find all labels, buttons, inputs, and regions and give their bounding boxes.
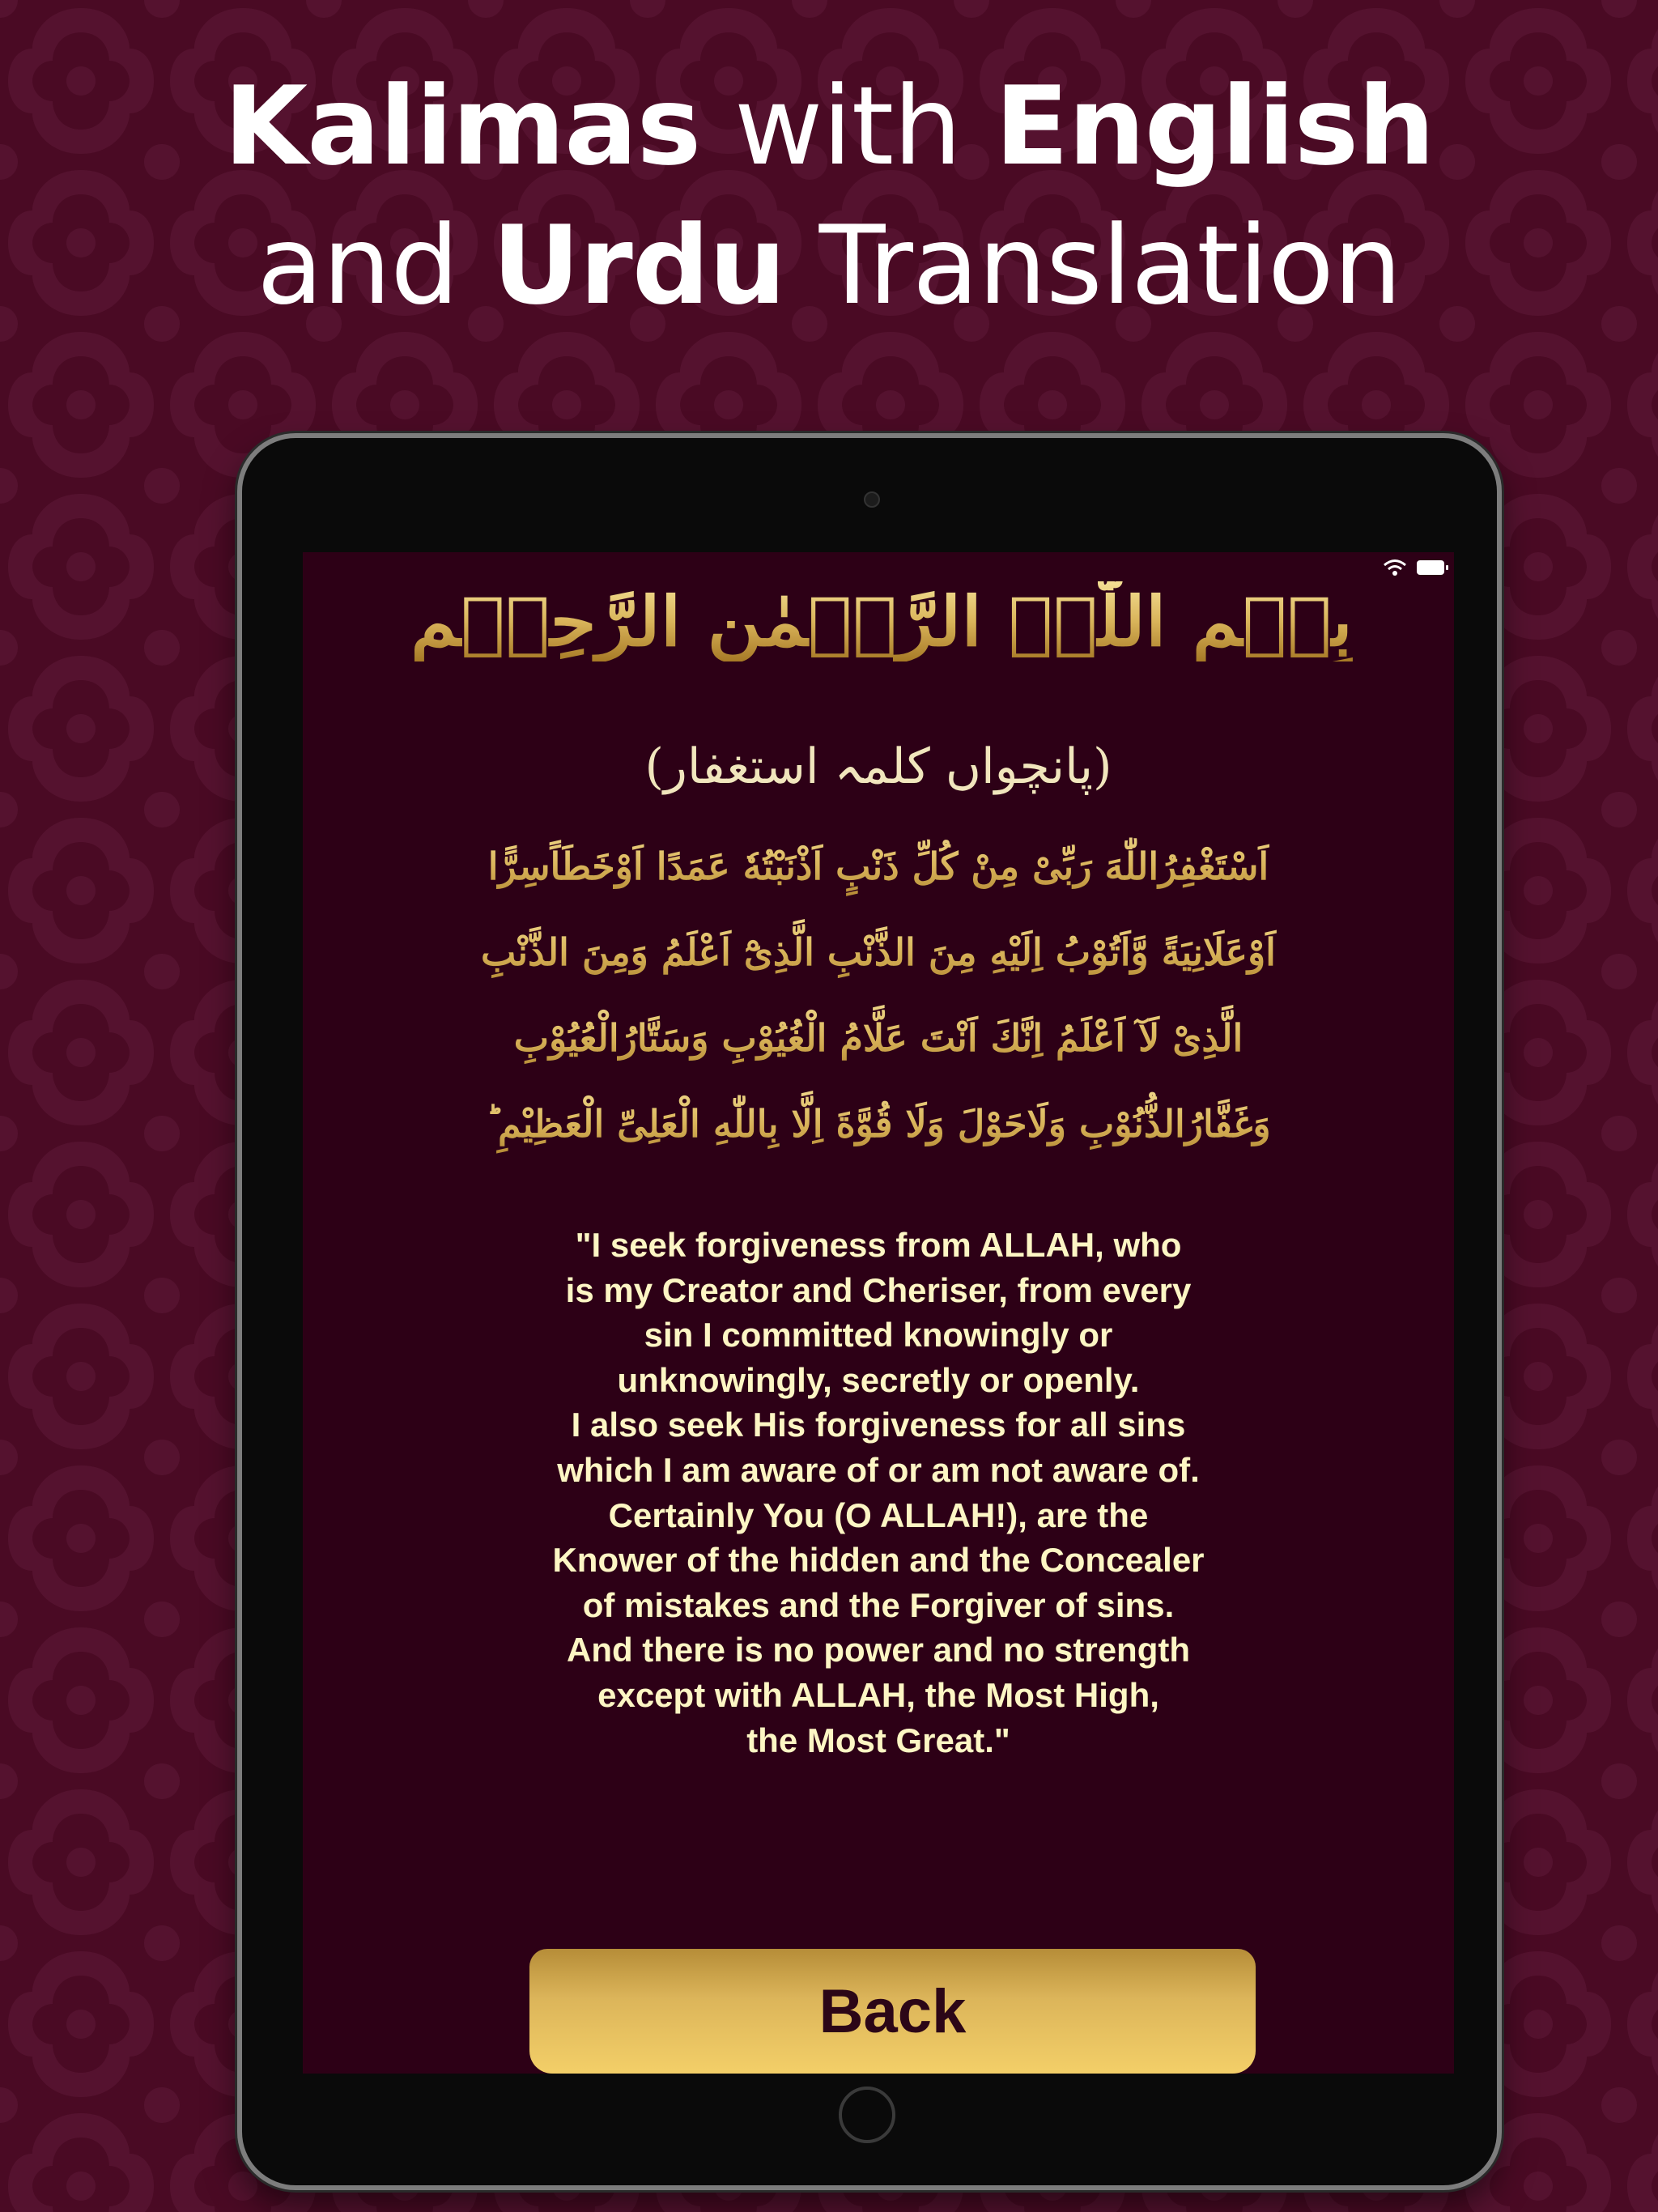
english-translation <box>400 1223 1357 1763</box>
kalima-title: (پانچواں کلمہ استغفار) <box>644 738 1112 795</box>
headline-line-2 <box>0 196 1658 335</box>
translation-line: And there is no power and no strength <box>566 1631 1191 1670</box>
arabic-line: الَّذِیْ لَآ اَعْلَمُ اِنَّكَ اَنْتَ عَلَّامُ الْغُيُوْبِ وَسَتَّارُالْعُيُوْبِ <box>424 995 1333 1081</box>
translation-line: "I seek forgiveness from ALLAH, who <box>575 1226 1182 1264</box>
tablet-camera <box>864 491 880 508</box>
promo-headline <box>0 57 1658 335</box>
status-bar <box>1383 559 1444 576</box>
translation-line: which I am aware of or am not aware of. <box>557 1450 1200 1489</box>
translation-line: Knower of the hidden and the Concealer <box>552 1541 1205 1580</box>
translation-line: except with ALLAH, the Most High, <box>597 1675 1159 1714</box>
arabic-line: اَسْتَغْفِرُاللّٰهَ رَبِّیْ مِنْ كُلِّ ذَنْبٍ اَذْنَبْتُهٗ عَمَدًا اَوْخَطَاًسِرًّا <box>424 823 1333 909</box>
translation-line: unknowingly, secretly or openly. <box>617 1360 1140 1399</box>
app-screen <box>303 552 1454 2074</box>
headline-line-1 <box>0 57 1658 196</box>
headline-word-and: and <box>257 202 492 329</box>
translation-line: is my Creator and Cheriser, from every <box>565 1270 1192 1309</box>
tablet-frame <box>237 433 1502 2190</box>
translation-line: sin I committed knowingly or <box>644 1316 1113 1355</box>
translation-line: I also seek His forgiveness for all sins <box>571 1406 1186 1444</box>
home-button[interactable] <box>839 2087 895 2143</box>
arabic-line: وَغَفَّارُالذُّنُوْبِ وَلَاحَوْلَ وَلَا قُوَّةَ اِلَّا بِاللّٰهِ الْعَلِیِّ الْعَظِيْمِ ؕ <box>424 1081 1333 1167</box>
back-button[interactable]: Back <box>529 1949 1256 2074</box>
headline-word-urdu: Urdu <box>491 202 786 329</box>
headline-word-kalimas: Kalimas <box>223 63 701 189</box>
translation-line: the Most Great." <box>746 1721 1010 1759</box>
translation-line: Certainly You (O ALLAH!), are the <box>608 1495 1149 1534</box>
bismillah-text: بِسۡمِ اللّٰہِ الرَّحۡمٰنِ الرَّحِیۡمِ <box>410 581 1353 661</box>
headline-word-translation: Translation <box>785 202 1401 329</box>
arabic-line: اَوْعَلَانِيَةً وَّاَتُوْبُ اِلَيْهِ مِنَ الذَّنْبِ الَّذِیْٓ اَعْلَمُ وَمِنَ الذَّنْبِ <box>424 909 1333 995</box>
bismillah-calligraphy <box>410 556 1353 686</box>
translation-line: of mistakes and the Forgiver of sins. <box>582 1585 1175 1624</box>
headline-word-english: English <box>994 63 1435 189</box>
wifi-icon <box>1383 559 1407 576</box>
headline-word-with: with <box>700 63 995 189</box>
arabic-text-block <box>424 823 1333 1167</box>
battery-icon <box>1417 560 1444 575</box>
